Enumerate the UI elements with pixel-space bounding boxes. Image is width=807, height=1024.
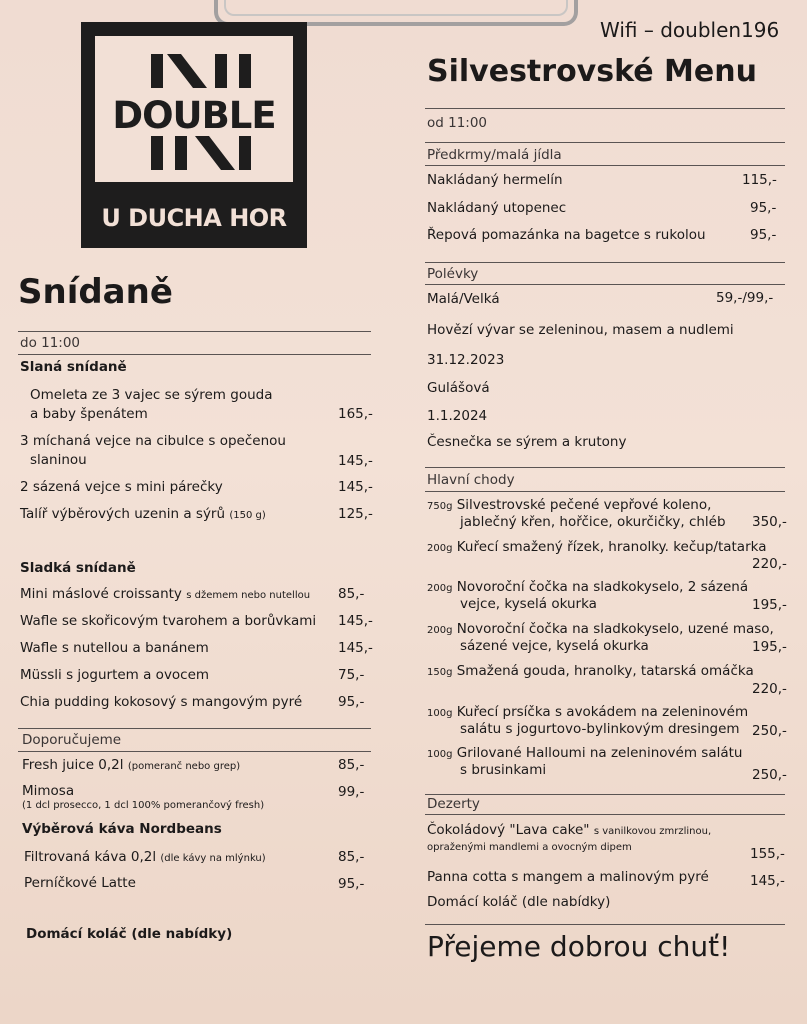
menu-item-name — [427, 497, 711, 513]
mains-header: Hlavní chody — [427, 472, 515, 488]
menu-item-name: Nakládaný utopenec — [427, 200, 567, 216]
divider — [425, 165, 785, 166]
menu-item-name-text: Grilované Halloumi na zeleninovém salátu — [456, 745, 743, 761]
menu-item-note: (150 g) — [229, 510, 266, 521]
menu-item-weight: 200g — [427, 625, 453, 636]
menu-item-name: Wafle se skořicovým tvarohem a borůvkami — [20, 613, 317, 629]
menu-item-note: (dle kávy na mlýnku) — [160, 853, 266, 864]
soup-size: Malá/Velká — [427, 291, 500, 307]
divider — [425, 142, 785, 143]
menu-item-name: Mimosa — [22, 783, 75, 799]
menu-item-price: 95,- — [338, 876, 365, 892]
menu-item-price: 95,- — [338, 694, 365, 710]
menu-item-name: 3 míchaná vejce na cibulce s opečenou — [20, 433, 286, 449]
divider — [425, 284, 785, 285]
menu-item-note: opraženými mandlemi a ovocným dipem — [427, 842, 632, 853]
logo-word: DOUBLE — [112, 94, 276, 137]
menu-item-price: 250,- — [752, 767, 787, 783]
menu-item-name — [427, 621, 774, 637]
menu-item-price: 195,- — [752, 639, 787, 655]
soup-item: Česnečka se sýrem a krutony — [427, 434, 627, 450]
closing-wish: Přejeme dobrou chuť! — [427, 930, 731, 963]
menu-item-name — [24, 849, 266, 865]
soup-date: 31.12.2023 — [427, 352, 505, 368]
menu-item-name: jablečný křen, hořčice, okurčičky, chléb — [460, 514, 726, 530]
menu-item-price: 195,- — [752, 597, 787, 613]
menu-item-name-text: Kuřecí smažený řízek, hranolky. kečup/tatarka — [456, 539, 767, 555]
menu-item-name: s brusinkami — [460, 762, 547, 778]
menu-item-price: 145,- — [338, 640, 373, 656]
menu-item-name — [20, 506, 266, 522]
divider — [425, 491, 785, 492]
recommend-header: Doporučujeme — [22, 732, 122, 748]
menu-item-name: 2 sázená vejce s mini párečky — [20, 479, 223, 495]
menu-item-name: Řepová pomazánka na bagetce s rukolou — [427, 227, 706, 243]
savory-header: Slaná snídaně — [20, 359, 127, 375]
menu-item-name-text: Smažená gouda, hranolky, tatarská omáčka — [456, 663, 754, 679]
soup-item: Gulášová — [427, 380, 490, 396]
menu-item-name: slaninou — [30, 452, 87, 468]
menu-item-name-text: Silvestrovské pečené vepřové koleno, — [456, 497, 712, 513]
menu-item-name — [427, 822, 711, 838]
menu-item-weight: 100g — [427, 749, 453, 760]
menu-item-name: Domácí koláč (dle nabídky) — [427, 894, 611, 910]
menu-item-name: Omeleta ze 3 vajec se sýrem gouda — [30, 387, 273, 403]
starters-header: Předkrmy/malá jídla — [427, 147, 562, 163]
menu-item-weight: 200g — [427, 583, 453, 594]
divider — [425, 467, 785, 468]
menu-item-name-text: Fresh juice 0,2l — [22, 757, 124, 773]
menu-item-note: (pomeranč nebo grep) — [127, 761, 241, 772]
menu-item-name — [427, 745, 742, 761]
menu-item-name: Müssli s jogurtem a ovocem — [20, 667, 210, 683]
menu-item-price: 155,- — [750, 846, 785, 862]
divider — [425, 794, 785, 795]
menu-item-name-text: Novoroční čočka na sladkokyselo, uzené maso, — [456, 621, 774, 637]
clipboard-clip-inner — [224, 0, 568, 16]
menu-item-price: 85,- — [338, 849, 365, 865]
menu-item-price: 75,- — [338, 667, 365, 683]
menu-item-price: 145,- — [750, 873, 785, 889]
menu-hours: od 11:00 — [427, 115, 488, 131]
breakfast-title: Snídaně — [18, 272, 173, 312]
menu-item-note: (1 dcl prosecco, 1 dcl 100% pomerančový fresh) — [22, 800, 265, 811]
menu-item-name: salátu s jogurtovo-bylinkovým dresingem — [460, 721, 740, 737]
menu-item-price: 125,- — [338, 506, 373, 522]
logo-mark-area — [93, 34, 295, 184]
menu-item-name-text: Kuřecí prsíčka s avokádem na zeleninovém — [456, 704, 749, 720]
menu-item-name: Perníčkové Latte — [24, 875, 136, 891]
menu-item-name — [427, 579, 748, 595]
sweet-header: Sladká snídaně — [20, 560, 136, 576]
divider — [425, 814, 785, 815]
menu-item-weight: 150g — [427, 667, 453, 678]
divider — [18, 331, 371, 332]
menu-item-price: 145,- — [338, 453, 373, 469]
menu-item-price: 165,- — [338, 406, 373, 422]
divider — [18, 751, 371, 752]
menu-item-price: 220,- — [752, 556, 787, 572]
menu-item-name-text: Talíř výběrových uzenin a sýrů — [20, 506, 226, 522]
menu-item-name-text: Čokoládový "Lava cake" — [427, 822, 590, 838]
menu-item-weight: 200g — [427, 543, 453, 554]
logo — [81, 22, 307, 248]
menu-item-note: s vanilkovou zmrzlinou, — [593, 826, 712, 837]
menu-item-price: 95,- — [750, 200, 777, 216]
breakfast-hours: do 11:00 — [20, 335, 81, 351]
coffee-header: Výběrová káva Nordbeans — [22, 821, 222, 837]
menu-item-name: Panna cotta s mangem a malinovým pyré — [427, 869, 709, 885]
menu-item-name — [20, 586, 310, 602]
menu-item-price: 85,- — [338, 586, 365, 602]
menu-item-price: 350,- — [752, 514, 787, 530]
menu-item-name: sázené vejce, kyselá okurka — [460, 638, 649, 654]
menu-title: Silvestrovské Menu — [427, 54, 757, 89]
menu-item-name — [427, 539, 766, 555]
menu-item-price: 220,- — [752, 681, 787, 697]
menu-item-note: s džemem nebo nutellou — [186, 590, 311, 601]
menu-item-name: vejce, kyselá okurka — [460, 596, 597, 612]
desserts-header: Dezerty — [427, 796, 480, 812]
menu-item-price: 115,- — [742, 172, 777, 188]
menu-item-name — [22, 757, 240, 773]
menu-item-price: 250,- — [752, 723, 787, 739]
menu-item-name: a baby špenátem — [30, 406, 148, 422]
menu-item-price: 95,- — [750, 227, 777, 243]
menu-item-name: Wafle s nutellou a banánem — [20, 640, 209, 656]
divider — [18, 728, 371, 729]
menu-item-price: 59,-/99,- — [716, 290, 774, 306]
soup-date: 1.1.2024 — [427, 408, 488, 424]
wifi-info: Wifi – doublen196 — [600, 18, 780, 42]
menu-item-weight: 100g — [427, 708, 453, 719]
menu-item-price: 99,- — [338, 784, 365, 800]
divider — [425, 108, 785, 109]
menu-item-name — [427, 704, 748, 720]
logo-subtitle: U DUCHA HOR — [101, 204, 287, 232]
menu-item-price: 145,- — [338, 479, 373, 495]
menu-item-weight: 750g — [427, 501, 453, 512]
menu-item-name: Nakládaný hermelín — [427, 172, 563, 188]
menu-item-price: 85,- — [338, 757, 365, 773]
menu-item-name — [427, 663, 754, 679]
menu-item-name-text: Filtrovaná káva 0,2l — [24, 849, 157, 865]
soups-header: Polévky — [427, 266, 479, 282]
soup-item: Hovězí vývar se zeleninou, masem a nudlemi — [427, 322, 734, 338]
menu-item-price: 145,- — [338, 613, 373, 629]
homemade-cake: Domácí koláč (dle nabídky) — [26, 926, 233, 942]
divider — [425, 924, 785, 925]
divider — [425, 262, 785, 263]
menu-item-name: Chia pudding kokosový s mangovým pyré — [20, 694, 303, 710]
menu-item-name-text: Mini máslové croissanty — [20, 586, 182, 602]
menu-item-name-text: Novoroční čočka na sladkokyselo, 2 sázená — [456, 579, 749, 595]
divider — [18, 354, 371, 355]
